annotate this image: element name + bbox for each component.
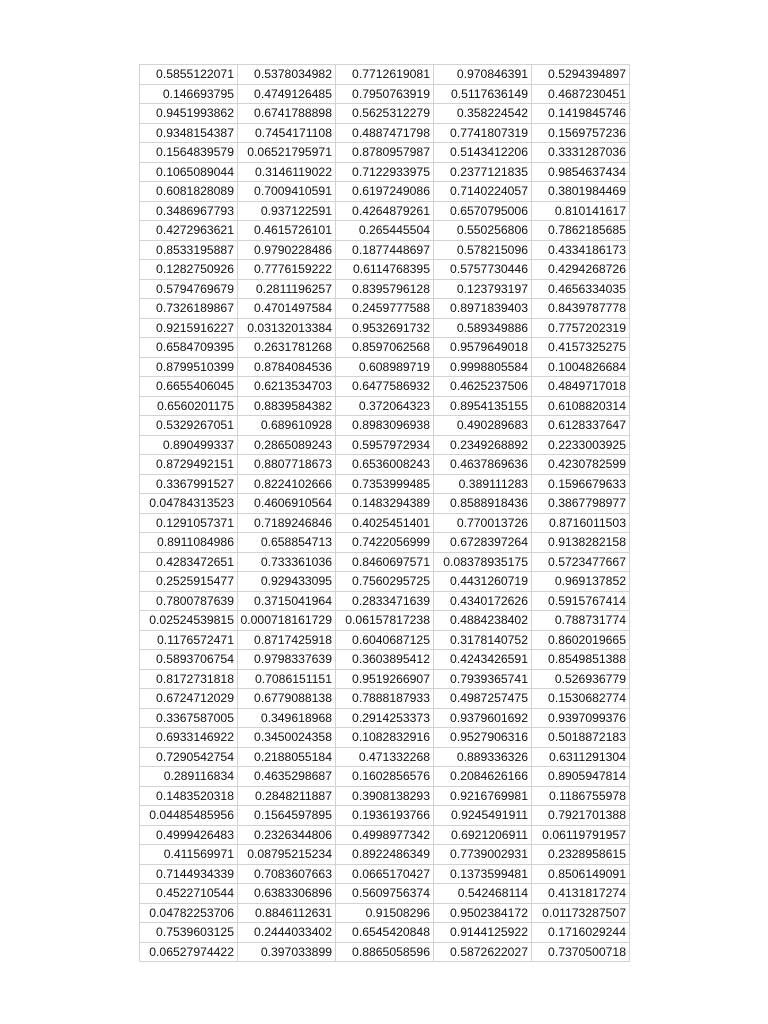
table-cell: 0.471332268 xyxy=(336,747,434,767)
table-cell: 0.2444033402 xyxy=(238,923,336,943)
table-cell: 0.4606910564 xyxy=(238,494,336,514)
table-cell: 0.8807718673 xyxy=(238,455,336,475)
table-cell: 0.9379601692 xyxy=(434,708,532,728)
table-cell: 0.5609756374 xyxy=(336,884,434,904)
table-cell: 0.5872622027 xyxy=(434,942,532,962)
table-row xyxy=(140,318,630,338)
table-cell: 0.2349268892 xyxy=(434,435,532,455)
table-row xyxy=(140,806,630,826)
table-row xyxy=(140,65,630,85)
table-cell: 0.6545420848 xyxy=(336,923,434,943)
table-cell: 0.04485485956 xyxy=(140,806,238,826)
table-cell: 0.2326344806 xyxy=(238,825,336,845)
table-cell: 0.970846391 xyxy=(434,65,532,85)
table-row xyxy=(140,728,630,748)
table-row xyxy=(140,494,630,514)
table-cell: 0.4157325275 xyxy=(532,338,630,358)
table-cell: 0.8780957987 xyxy=(336,143,434,163)
table-cell: 0.4999426483 xyxy=(140,825,238,845)
table-cell: 0.2084626166 xyxy=(434,767,532,787)
table-cell: 0.9216769981 xyxy=(434,786,532,806)
table-cell: 0.4887471798 xyxy=(336,123,434,143)
table-row xyxy=(140,377,630,397)
table-cell: 0.000718161729 xyxy=(238,611,336,631)
table-cell: 0.9138282158 xyxy=(532,533,630,553)
table-cell: 0.349618968 xyxy=(238,708,336,728)
table-cell: 0.3486967793 xyxy=(140,201,238,221)
table-cell: 0.2233003925 xyxy=(532,435,630,455)
table-row xyxy=(140,513,630,533)
table-cell: 0.526936779 xyxy=(532,669,630,689)
table-cell: 0.9790228486 xyxy=(238,240,336,260)
table-cell: 0.4635298687 xyxy=(238,767,336,787)
table-cell: 0.2459777588 xyxy=(336,299,434,319)
table-cell: 0.3331287036 xyxy=(532,143,630,163)
table-cell: 0.08378935175 xyxy=(434,552,532,572)
table-cell: 0.123793197 xyxy=(434,279,532,299)
table-row xyxy=(140,260,630,280)
table-cell: 0.5794769679 xyxy=(140,279,238,299)
table-cell: 0.8533195887 xyxy=(140,240,238,260)
table-cell: 0.9519266907 xyxy=(336,669,434,689)
table-cell: 0.8224102666 xyxy=(238,474,336,494)
table-cell: 0.937122591 xyxy=(238,201,336,221)
table-cell: 0.1569757236 xyxy=(532,123,630,143)
table-cell: 0.8905947814 xyxy=(532,767,630,787)
table-row xyxy=(140,650,630,670)
table-row xyxy=(140,903,630,923)
table-cell: 0.7353999485 xyxy=(336,474,434,494)
table-cell: 0.6213534703 xyxy=(238,377,336,397)
table-cell: 0.9397099376 xyxy=(532,708,630,728)
table-cell: 0.9579649018 xyxy=(434,338,532,358)
table-cell: 0.5757730446 xyxy=(434,260,532,280)
table-cell: 0.1291057371 xyxy=(140,513,238,533)
table-cell: 0.4294268726 xyxy=(532,260,630,280)
table-cell: 0.4283472651 xyxy=(140,552,238,572)
table-cell: 0.2865089243 xyxy=(238,435,336,455)
table-cell: 0.8954135155 xyxy=(434,396,532,416)
table-cell: 0.6114768395 xyxy=(336,260,434,280)
table-cell: 0.1877448697 xyxy=(336,240,434,260)
table-row xyxy=(140,455,630,475)
table-cell: 0.411569971 xyxy=(140,845,238,865)
table-cell: 0.3801984469 xyxy=(532,182,630,202)
table-row xyxy=(140,435,630,455)
table-cell: 0.7560295725 xyxy=(336,572,434,592)
table-cell: 0.372064323 xyxy=(336,396,434,416)
table-cell: 0.689610928 xyxy=(238,416,336,436)
table-cell: 0.4243426591 xyxy=(434,650,532,670)
table-cell: 0.1564839579 xyxy=(140,143,238,163)
table-cell: 0.8460697571 xyxy=(336,552,434,572)
table-cell: 0.02524539815 xyxy=(140,611,238,631)
table-cell: 0.9532691732 xyxy=(336,318,434,338)
table-cell: 0.7950763919 xyxy=(336,84,434,104)
table-cell: 0.0665170427 xyxy=(336,864,434,884)
table-cell: 0.2833471639 xyxy=(336,591,434,611)
table-row xyxy=(140,767,630,787)
table-cell: 0.890499337 xyxy=(140,435,238,455)
table-cell: 0.1483520318 xyxy=(140,786,238,806)
table-cell: 0.608989719 xyxy=(336,357,434,377)
table-row xyxy=(140,611,630,631)
table-cell: 0.6570795006 xyxy=(434,201,532,221)
table-cell: 0.3367991527 xyxy=(140,474,238,494)
table-cell: 0.7776159222 xyxy=(238,260,336,280)
table-cell: 0.4431260719 xyxy=(434,572,532,592)
table-cell: 0.733361036 xyxy=(238,552,336,572)
table-cell: 0.7712619081 xyxy=(336,65,434,85)
table-cell: 0.04782253706 xyxy=(140,903,238,923)
table-cell: 0.8602019665 xyxy=(532,630,630,650)
table-cell: 0.6383306896 xyxy=(238,884,336,904)
table-row xyxy=(140,786,630,806)
table-cell: 0.4656334035 xyxy=(532,279,630,299)
table-cell: 0.6584709395 xyxy=(140,338,238,358)
table-cell: 0.490289683 xyxy=(434,416,532,436)
table-cell: 0.4849717018 xyxy=(532,377,630,397)
table-cell: 0.9245491911 xyxy=(434,806,532,826)
table-cell: 0.8799510399 xyxy=(140,357,238,377)
table-cell: 0.7086151151 xyxy=(238,669,336,689)
table-cell: 0.6197249086 xyxy=(336,182,434,202)
table-cell: 0.5329267051 xyxy=(140,416,238,436)
table-cell: 0.1004826684 xyxy=(532,357,630,377)
table-cell: 0.8971839403 xyxy=(434,299,532,319)
table-cell: 0.8784084536 xyxy=(238,357,336,377)
table-cell: 0.8588918436 xyxy=(434,494,532,514)
table-cell: 0.7122933975 xyxy=(336,162,434,182)
table-cell: 0.9502384172 xyxy=(434,903,532,923)
table-cell: 0.9144125922 xyxy=(434,923,532,943)
table-cell: 0.8716011503 xyxy=(532,513,630,533)
table-cell: 0.1282750926 xyxy=(140,260,238,280)
table-cell: 0.2377121835 xyxy=(434,162,532,182)
table-cell: 0.4625237506 xyxy=(434,377,532,397)
table-cell: 0.1419845746 xyxy=(532,104,630,124)
table-cell: 0.5378034982 xyxy=(238,65,336,85)
table-row xyxy=(140,84,630,104)
table-cell: 0.9215916227 xyxy=(140,318,238,338)
table-cell: 0.5625312279 xyxy=(336,104,434,124)
table-cell: 0.289116834 xyxy=(140,767,238,787)
table-cell: 0.6311291304 xyxy=(532,747,630,767)
table-cell: 0.7370500718 xyxy=(532,942,630,962)
table-cell: 0.788731774 xyxy=(532,611,630,631)
table-row xyxy=(140,104,630,124)
table-cell: 0.7800787639 xyxy=(140,591,238,611)
table-cell: 0.6560201175 xyxy=(140,396,238,416)
table-cell: 0.4615726101 xyxy=(238,221,336,241)
table-cell: 0.1065089044 xyxy=(140,162,238,182)
table-row xyxy=(140,396,630,416)
table-row xyxy=(140,864,630,884)
table-cell: 0.542468114 xyxy=(434,884,532,904)
table-cell: 0.8395796128 xyxy=(336,279,434,299)
table-cell: 0.7009410591 xyxy=(238,182,336,202)
table-row xyxy=(140,533,630,553)
table-cell: 0.9854637434 xyxy=(532,162,630,182)
table-cell: 0.6728397264 xyxy=(434,533,532,553)
table-row xyxy=(140,572,630,592)
table-cell: 0.4987257475 xyxy=(434,689,532,709)
table-cell: 0.578215096 xyxy=(434,240,532,260)
table-cell: 0.1082832916 xyxy=(336,728,434,748)
table-row xyxy=(140,299,630,319)
table-cell: 0.5957972934 xyxy=(336,435,434,455)
table-cell: 0.3908138293 xyxy=(336,786,434,806)
table-cell: 0.4025451401 xyxy=(336,513,434,533)
table-cell: 0.5117636149 xyxy=(434,84,532,104)
table-cell: 0.7083607663 xyxy=(238,864,336,884)
table-cell: 0.4637869636 xyxy=(434,455,532,475)
table-cell: 0.4522710544 xyxy=(140,884,238,904)
table-row xyxy=(140,747,630,767)
table-cell: 0.4131817274 xyxy=(532,884,630,904)
table-cell: 0.810141617 xyxy=(532,201,630,221)
table-cell: 0.1186755978 xyxy=(532,786,630,806)
table-row xyxy=(140,279,630,299)
table-cell: 0.6108820314 xyxy=(532,396,630,416)
table-cell: 0.2811196257 xyxy=(238,279,336,299)
table-cell: 0.7539603125 xyxy=(140,923,238,943)
table-cell: 0.2631781268 xyxy=(238,338,336,358)
table-cell: 0.265445504 xyxy=(336,221,434,241)
table-row xyxy=(140,591,630,611)
table-row xyxy=(140,338,630,358)
table-cell: 0.8983096938 xyxy=(336,416,434,436)
table-cell: 0.7290542754 xyxy=(140,747,238,767)
table-cell: 0.06119791957 xyxy=(532,825,630,845)
data-table xyxy=(139,64,630,962)
table-cell: 0.8597062568 xyxy=(336,338,434,358)
table-cell: 0.7939365741 xyxy=(434,669,532,689)
table-cell: 0.4687230451 xyxy=(532,84,630,104)
table-row xyxy=(140,669,630,689)
table-cell: 0.7422056999 xyxy=(336,533,434,553)
table-cell: 0.5855122071 xyxy=(140,65,238,85)
table-cell: 0.4701497584 xyxy=(238,299,336,319)
table-row xyxy=(140,689,630,709)
table-cell: 0.7140224057 xyxy=(434,182,532,202)
table-cell: 0.8717425918 xyxy=(238,630,336,650)
table-row xyxy=(140,182,630,202)
table-row xyxy=(140,923,630,943)
table-cell: 0.1483294389 xyxy=(336,494,434,514)
table-row xyxy=(140,552,630,572)
table-cell: 0.7862185685 xyxy=(532,221,630,241)
table-row xyxy=(140,123,630,143)
table-cell: 0.1602856576 xyxy=(336,767,434,787)
table-cell: 0.3367587005 xyxy=(140,708,238,728)
table-cell: 0.6040687125 xyxy=(336,630,434,650)
table-cell: 0.7326189867 xyxy=(140,299,238,319)
table-cell: 0.658854713 xyxy=(238,533,336,553)
table-cell: 0.9798337639 xyxy=(238,650,336,670)
table-cell: 0.6741788898 xyxy=(238,104,336,124)
table-cell: 0.4998977342 xyxy=(336,825,434,845)
table-cell: 0.1716029244 xyxy=(532,923,630,943)
table-cell: 0.1176572471 xyxy=(140,630,238,650)
table-cell: 0.5018872183 xyxy=(532,728,630,748)
table-cell: 0.5143412206 xyxy=(434,143,532,163)
table-cell: 0.6933146922 xyxy=(140,728,238,748)
table-cell: 0.6536008243 xyxy=(336,455,434,475)
table-cell: 0.8839584382 xyxy=(238,396,336,416)
table-cell: 0.4272963621 xyxy=(140,221,238,241)
table-cell: 0.04784313523 xyxy=(140,494,238,514)
table-row xyxy=(140,884,630,904)
table-row xyxy=(140,143,630,163)
table-cell: 0.389111283 xyxy=(434,474,532,494)
table-cell: 0.8439787778 xyxy=(532,299,630,319)
table-cell: 0.2848211887 xyxy=(238,786,336,806)
table-cell: 0.7741807319 xyxy=(434,123,532,143)
table-cell: 0.7921701388 xyxy=(532,806,630,826)
table-cell: 0.08795215234 xyxy=(238,845,336,865)
table-cell: 0.4749126485 xyxy=(238,84,336,104)
table-cell: 0.889336326 xyxy=(434,747,532,767)
table-cell: 0.6779088138 xyxy=(238,689,336,709)
table-cell: 0.7454171108 xyxy=(238,123,336,143)
table-cell: 0.397033899 xyxy=(238,942,336,962)
table-cell: 0.2525915477 xyxy=(140,572,238,592)
table-cell: 0.8729492151 xyxy=(140,455,238,475)
table-cell: 0.4334186173 xyxy=(532,240,630,260)
table-cell: 0.6477586932 xyxy=(336,377,434,397)
table-cell: 0.4884238402 xyxy=(434,611,532,631)
table-cell: 0.5294394897 xyxy=(532,65,630,85)
table-cell: 0.6724712029 xyxy=(140,689,238,709)
table-cell: 0.1596679633 xyxy=(532,474,630,494)
table-cell: 0.8549851388 xyxy=(532,650,630,670)
table-cell: 0.06527974422 xyxy=(140,942,238,962)
table-cell: 0.9998805584 xyxy=(434,357,532,377)
table-cell: 0.589349886 xyxy=(434,318,532,338)
table-cell: 0.03132013384 xyxy=(238,318,336,338)
table-cell: 0.8506149091 xyxy=(532,864,630,884)
table-row xyxy=(140,708,630,728)
table-cell: 0.3867798977 xyxy=(532,494,630,514)
table-cell: 0.1936193766 xyxy=(336,806,434,826)
table-cell: 0.5893706754 xyxy=(140,650,238,670)
table-cell: 0.9348154387 xyxy=(140,123,238,143)
table-cell: 0.8865058596 xyxy=(336,942,434,962)
table-cell: 0.2188055184 xyxy=(238,747,336,767)
table-cell: 0.7144934339 xyxy=(140,864,238,884)
table-cell: 0.06157817238 xyxy=(336,611,434,631)
table-cell: 0.969137852 xyxy=(532,572,630,592)
table-row xyxy=(140,630,630,650)
table-cell: 0.9527906316 xyxy=(434,728,532,748)
table-cell: 0.4264879261 xyxy=(336,201,434,221)
table-cell: 0.01173287507 xyxy=(532,903,630,923)
table-cell: 0.2328958615 xyxy=(532,845,630,865)
table-row xyxy=(140,201,630,221)
table-row xyxy=(140,825,630,845)
table-cell: 0.146693795 xyxy=(140,84,238,104)
table-cell: 0.1530682774 xyxy=(532,689,630,709)
table-cell: 0.5723477667 xyxy=(532,552,630,572)
table-cell: 0.91508296 xyxy=(336,903,434,923)
table-cell: 0.6921206911 xyxy=(434,825,532,845)
table-cell: 0.358224542 xyxy=(434,104,532,124)
table-cell: 0.4340172626 xyxy=(434,591,532,611)
table-cell: 0.6081828089 xyxy=(140,182,238,202)
table-row xyxy=(140,416,630,436)
table-cell: 0.3715041964 xyxy=(238,591,336,611)
table-cell: 0.8922486349 xyxy=(336,845,434,865)
table-cell: 0.1564597895 xyxy=(238,806,336,826)
table-cell: 0.7888187933 xyxy=(336,689,434,709)
table-row xyxy=(140,240,630,260)
table-cell: 0.4230782599 xyxy=(532,455,630,475)
table-cell: 0.2914253373 xyxy=(336,708,434,728)
table-cell: 0.8911084986 xyxy=(140,533,238,553)
table-cell: 0.7739002931 xyxy=(434,845,532,865)
table-cell: 0.3146119022 xyxy=(238,162,336,182)
table-row xyxy=(140,474,630,494)
table-cell: 0.6655406045 xyxy=(140,377,238,397)
table-cell: 0.550256806 xyxy=(434,221,532,241)
table-row xyxy=(140,942,630,962)
table-cell: 0.06521795971 xyxy=(238,143,336,163)
table-cell: 0.8846112631 xyxy=(238,903,336,923)
table-cell: 0.3178140752 xyxy=(434,630,532,650)
table-row xyxy=(140,221,630,241)
table-cell: 0.5915767414 xyxy=(532,591,630,611)
table-cell: 0.1373599481 xyxy=(434,864,532,884)
table-cell: 0.9451993862 xyxy=(140,104,238,124)
table-cell: 0.7757202319 xyxy=(532,318,630,338)
table-cell: 0.7189246846 xyxy=(238,513,336,533)
table-row xyxy=(140,357,630,377)
table-cell: 0.3603895412 xyxy=(336,650,434,670)
table-body xyxy=(140,65,630,962)
table-row xyxy=(140,162,630,182)
table-row xyxy=(140,845,630,865)
table-cell: 0.929433095 xyxy=(238,572,336,592)
table-cell: 0.770013726 xyxy=(434,513,532,533)
table-cell: 0.8172731818 xyxy=(140,669,238,689)
table-cell: 0.6128337647 xyxy=(532,416,630,436)
table-cell: 0.3450024358 xyxy=(238,728,336,748)
